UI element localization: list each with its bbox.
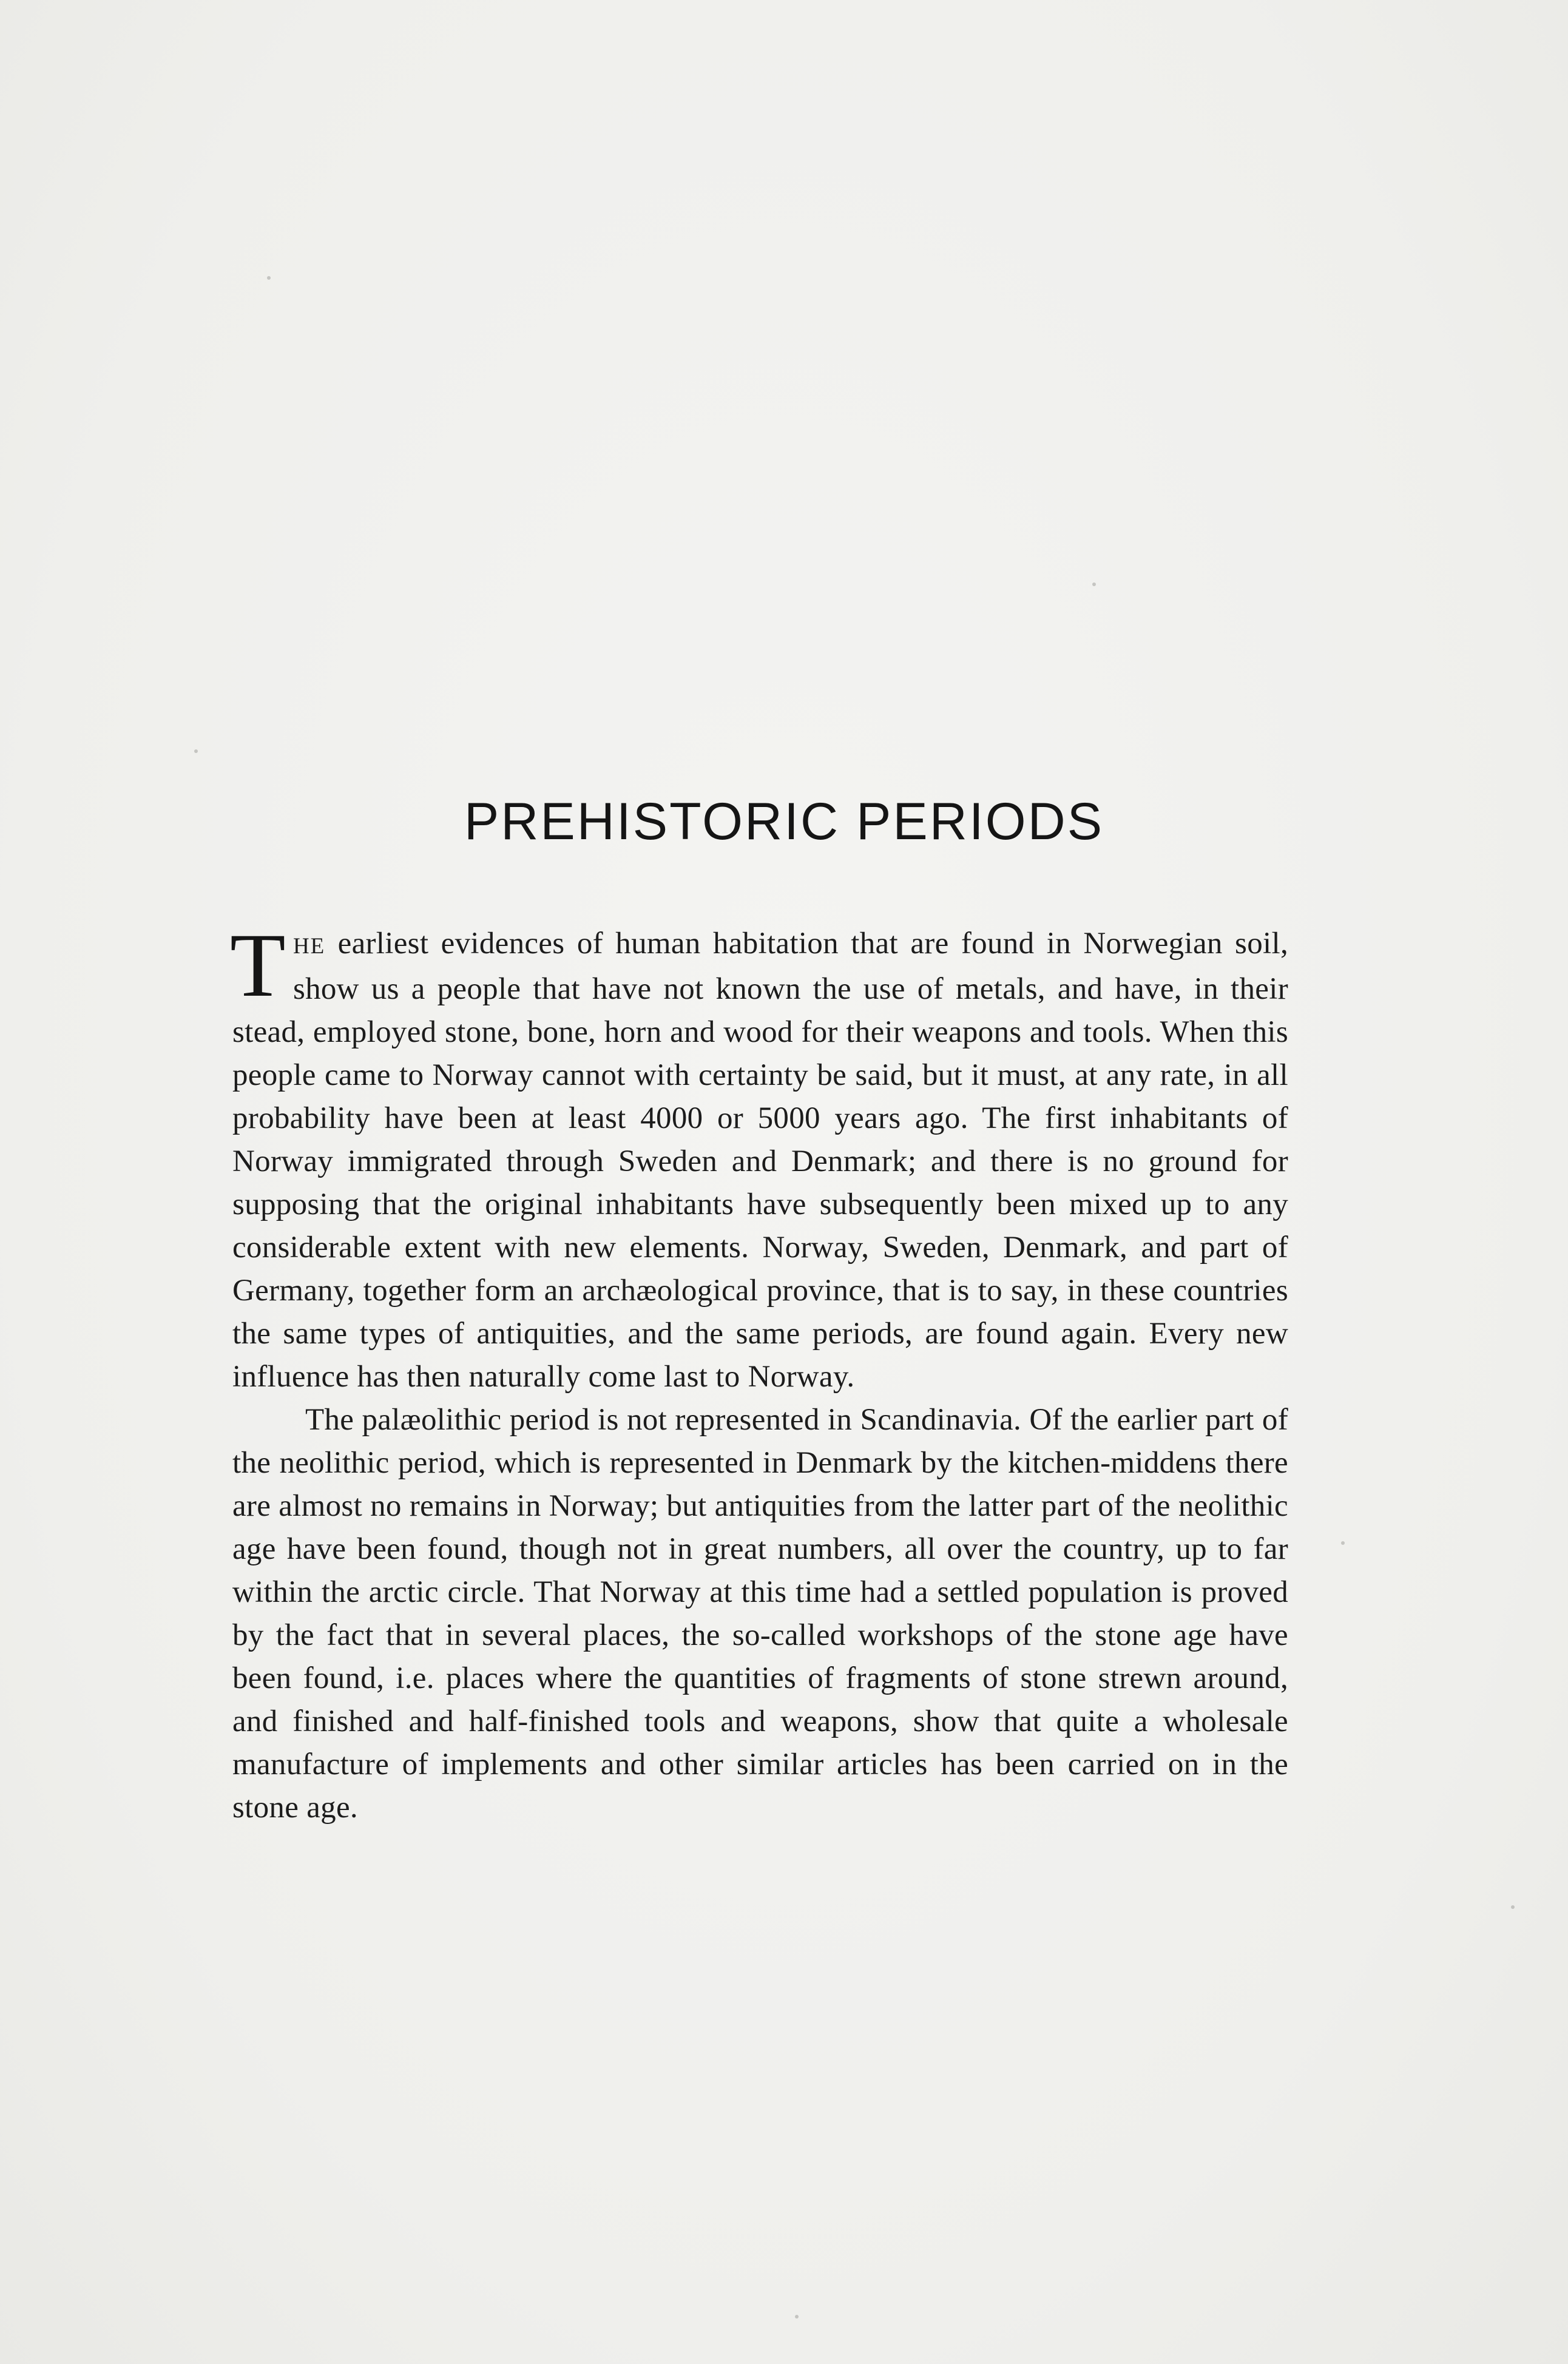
body-text [230,915,1288,1829]
paper-speck [267,276,271,280]
paper-speck [194,749,198,753]
paper-speck [1092,583,1096,586]
paper-speck [1341,1541,1345,1545]
small-caps-lead: HE [292,934,326,959]
paper-speck [1511,1905,1515,1909]
paragraph-2-text: The palæolithic period is not represented in Scandinavia. Of the earlier part of the neolithic period, which is represented in Denmark by the kitchen-middens there are almost no remains in Norway; but antiquities from the latter part of the neolithic age have been found, though not in great numbers, all over the country, up to far within the arctic circle. That Norway at this time had a settled population is proved by the fact that in several places, the so-called workshops of the stone age have been found, i.e. places where the quantities of fragments of stone strewn around, and finished and half-finished tools and weapons, show that quite a wholesale manufacture of implements and other similar articles has been carried on in the stone age. [232,1403,1288,1825]
paragraph-2 [232,1399,1288,1829]
paragraph-1-text: earliest evidences of human habitation that are found in Norwegian soil, show us a people that have not known the use of metals, and have, in their stead, employed stone, bone, horn and wood for their weapons and tools. When this people came to Norway cannot with certainty be said, but it must, at any rate, in all probability have been at least 4000 or 5000 years ago. The first inhabitants of Norway immigrated through Sweden and Denmark; and there is no ground for supposing that the original inhabitants have subsequently been mixed up to any considerable extent with new elements. Norway, Sweden, Denmark, and part of Germany, together form an archæological province, that is to say, in these countries the same types of antiquities, and the same periods, are found again. Every new influence has then naturally come last to Norway. [232,927,1288,1394]
paragraph-1 [230,915,1288,1399]
drop-cap: T [230,915,286,1016]
chapter-title: PREHISTORIC PERIODS [464,792,1104,851]
paper-speck [795,2315,799,2318]
